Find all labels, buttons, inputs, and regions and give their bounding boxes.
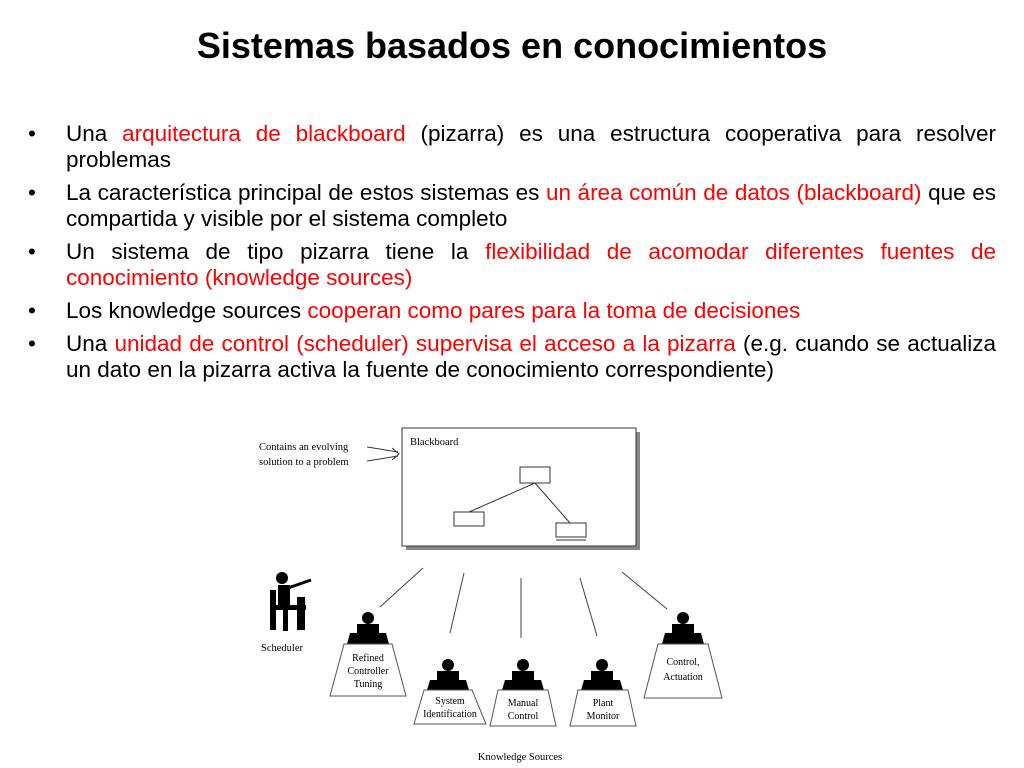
person-icon	[581, 659, 623, 690]
bullet-text: Una	[66, 121, 123, 146]
knowledge-source-3	[490, 659, 556, 726]
ks-label: Actuation	[663, 672, 703, 683]
bullet-highlight: un área común de datos (blackboard)	[545, 180, 922, 205]
ks-label: Control	[507, 711, 539, 722]
slide-title: Sistemas basados en conocimientos	[196, 25, 828, 66]
ks-label: Identification	[423, 709, 477, 720]
ks-label: Controller	[347, 666, 389, 677]
note-arrow-icon	[367, 447, 399, 461]
knowledge-sources-label: Knowledge Sources	[477, 752, 563, 763]
bullet-text: (e.g. cuando se actualiza un dato en la pizarra activa la fuente de conocimiento correspondiente)	[66, 331, 996, 382]
bullet-text: La característica principal de estos sistemas es	[66, 180, 546, 205]
bullet-highlight: cooperan como pares para la toma de decisiones	[307, 298, 801, 323]
scheduler-person-icon	[270, 572, 311, 631]
scheduler-label: Scheduler	[261, 643, 303, 654]
bullet-item	[28, 121, 996, 173]
blackboard-box	[402, 428, 640, 550]
person-icon	[502, 659, 544, 690]
knowledge-source-5	[644, 612, 722, 698]
bullet-text: Los knowledge sources	[66, 298, 308, 323]
person-icon	[662, 612, 704, 644]
blackboard-label: Blackboard	[410, 437, 459, 448]
bullet-text: que es compartida y visible por el sistema completo	[66, 180, 996, 231]
knowledge-source-4	[570, 659, 636, 726]
bullet-highlight: flexibilidad de acomodar diferentes fuentes de conocimiento (knowledge sources)	[66, 239, 997, 290]
blackboard-diagram	[240, 425, 740, 768]
connection-lines	[380, 568, 667, 638]
ks-label: System	[435, 696, 465, 707]
bullet-item	[28, 331, 996, 383]
knowledge-source-2	[414, 659, 486, 724]
ks-label: Refined	[352, 653, 384, 664]
bullet-highlight: unidad de control (scheduler) supervisa el acceso a la pizarra	[114, 331, 736, 356]
bullet-text: Una	[66, 331, 115, 356]
bullet-item	[28, 180, 996, 232]
ks-label: Control,	[666, 657, 700, 668]
bullet-text: (pizarra) es una estructura cooperativa para resolver problemas	[66, 121, 996, 172]
bullet-item	[28, 298, 996, 324]
ks-label: Plant	[592, 698, 614, 709]
person-icon	[427, 659, 469, 690]
bullet-highlight: arquitectura de blackboard	[122, 121, 406, 146]
note-text-line2: solution to a problem	[259, 457, 349, 468]
knowledge-source-1	[330, 612, 406, 696]
ks-label: Monitor	[586, 711, 620, 722]
note-text-line1: Contains an evolving	[259, 442, 349, 453]
ks-label: Tuning	[353, 679, 383, 690]
bullet-list	[28, 121, 996, 390]
bullet-item	[28, 239, 996, 291]
ks-label: Manual	[507, 698, 539, 709]
bullet-text: Un sistema de tipo pizarra tiene la	[66, 239, 486, 264]
